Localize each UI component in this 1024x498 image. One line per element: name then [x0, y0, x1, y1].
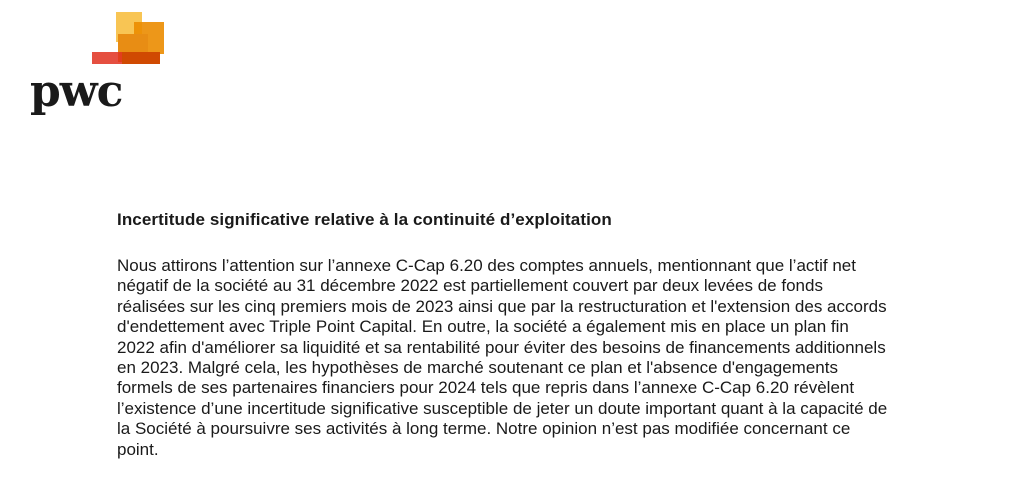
pwc-logo: [30, 8, 180, 123]
paragraph-line: d'endettement avec Triple Point Capital. En outre, la société a également mis en place un plan fin: [117, 317, 849, 337]
pwc-logo-wordmark: pwc: [30, 66, 123, 117]
section-heading: Incertitude significative relative à la continuité d’exploitation: [117, 210, 612, 229]
paragraph-line: en 2023. Malgré cela, les hypothèses de marché soutenant ce plan et l'absence d'engagements: [117, 358, 838, 378]
paragraph-line: la Société à poursuivre ses activités à long terme. Notre opinion n’est pas modifiée concernant ce: [117, 419, 851, 439]
paragraph-line: 2022 afin d'améliorer sa liquidité et sa rentabilité pour éviter des besoins de financements additionnels: [117, 337, 886, 357]
paragraph-line: l’existence d’une incertitude significative susceptible de jeter un doute important quant à la capacité de: [117, 398, 888, 418]
paragraph-line: formels de ses partenaires financiers pour 2024 tels que repris dans l’annexe C-Cap 6.20 révèlent: [117, 378, 855, 398]
logo-block-left: [92, 52, 122, 64]
paragraph-line: négatif de la société au 31 décembre 2022 est partiellement couvert par deux levées de fonds: [117, 276, 823, 296]
paragraph-line: point.: [117, 439, 159, 459]
logo-block-base: [122, 52, 160, 64]
body-paragraph: [117, 256, 997, 460]
paragraph-line: réalisées sur les cinq premiers mois de 2023 ainsi que par la restructuration et l'extension des accords: [117, 296, 887, 316]
paragraph-line: Nous attirons l’attention sur l’annexe C-Cap 6.20 des comptes annuels, mentionnant que l’actif net: [117, 256, 856, 275]
